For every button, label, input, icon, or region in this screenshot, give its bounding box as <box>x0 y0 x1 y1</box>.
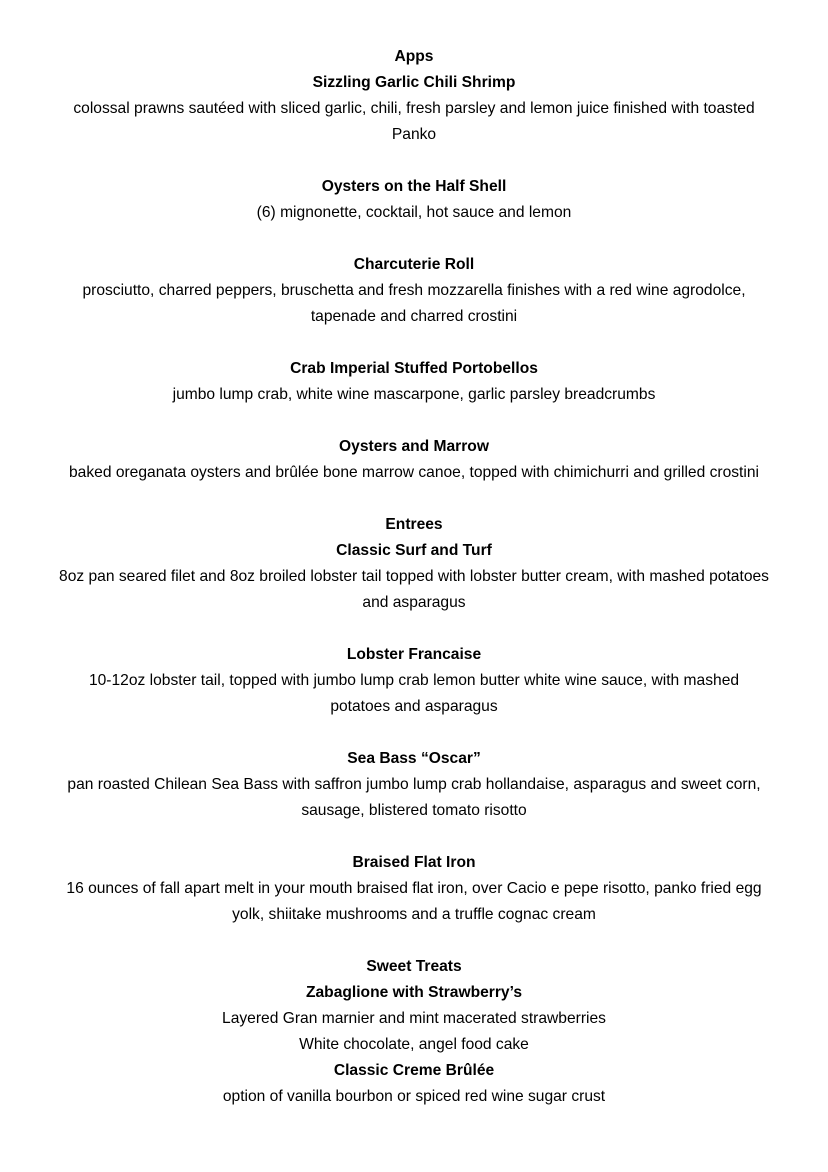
item-name: Braised Flat Iron <box>352 854 476 871</box>
item-description <box>34 772 794 824</box>
section-sweet-treats <box>0 954 828 1110</box>
section-apps <box>0 44 828 486</box>
item-name: Classic Surf and Turf <box>336 542 492 559</box>
item-description-line: 10-12oz lobster tail, topped with jumbo lump crab lemon butter white wine sauce, with mashed <box>88 672 740 689</box>
item-name: Lobster Francaise <box>346 646 482 663</box>
item-description <box>34 96 794 148</box>
item-description <box>34 668 794 720</box>
item-description-line: pan roasted Chilean Sea Bass with saffron jumbo lump crab hollandaise, asparagus and sweet corn, <box>67 776 761 793</box>
menu-item-braised-flat-iron <box>0 850 828 928</box>
item-description-line: yolk, shiitake mushrooms and a truffle cognac cream <box>232 906 596 923</box>
menu-item-classic-surf-and-turf <box>0 538 828 616</box>
item-description <box>34 278 794 330</box>
item-description-line: 8oz pan seared filet and 8oz broiled lobster tail topped with lobster butter cream, with mashed potatoes <box>59 568 769 585</box>
item-name: Sea Bass “Oscar” <box>347 750 481 767</box>
menu-item-lobster-francaise <box>0 642 828 720</box>
item-description-line: tapenade and charred crostini <box>310 308 518 325</box>
item-description <box>34 382 794 408</box>
item-description <box>34 1006 794 1058</box>
menu-item-sizzling-garlic-chili-shrimp <box>0 70 828 148</box>
section-title-sweet-treats: Sweet Treats <box>366 958 462 975</box>
item-description <box>19 876 809 928</box>
item-description-line: 16 ounces of fall apart melt in your mouth braised flat iron, over Cacio e pepe risotto, panko fried egg <box>66 880 762 897</box>
item-description <box>34 1084 794 1110</box>
item-name: Charcuterie Roll <box>353 256 475 273</box>
section-entrees <box>0 512 828 928</box>
menu-item-charcuterie-roll <box>0 252 828 330</box>
menu-item-sea-bass-oscar <box>0 746 828 824</box>
item-description-line: White chocolate, angel food cake <box>299 1036 529 1053</box>
item-description <box>19 460 809 486</box>
item-description-line: Panko <box>391 126 437 143</box>
item-description <box>34 200 794 226</box>
item-description-line: Layered Gran marnier and mint macerated strawberries <box>222 1010 606 1027</box>
item-description <box>19 564 809 616</box>
menu-item-oysters-half-shell <box>0 174 828 226</box>
section-title-apps: Apps <box>394 48 434 65</box>
item-name: Crab Imperial Stuffed Portobellos <box>290 360 538 377</box>
item-description-line: prosciutto, charred peppers, bruschetta and fresh mozzarella finishes with a red wine agrodolce, <box>82 282 746 299</box>
item-description-line: sausage, blistered tomato risotto <box>301 802 527 819</box>
item-name: Sizzling Garlic Chili Shrimp <box>312 74 516 91</box>
item-name: Oysters and Marrow <box>339 438 489 455</box>
menu-item-oysters-and-marrow <box>0 434 828 486</box>
item-description-line: colossal prawns sautéed with sliced garlic, chili, fresh parsley and lemon juice finished with toasted <box>73 100 755 117</box>
item-name: Zabaglione with Strawberry’s <box>305 984 523 1001</box>
item-description-line: jumbo lump crab, white wine mascarpone, garlic parsley breadcrumbs <box>172 386 656 403</box>
item-name: Oysters on the Half Shell <box>321 178 507 195</box>
item-description-line: baked oreganata oysters and brûlée bone marrow canoe, topped with chimichurri and grilled crostini <box>69 464 759 481</box>
item-description-line: and asparagus <box>362 594 466 611</box>
item-description-line: option of vanilla bourbon or spiced red wine sugar crust <box>222 1088 606 1105</box>
menu-item-zabaglione <box>0 980 828 1058</box>
menu-item-crab-imperial-stuffed-portobellos <box>0 356 828 408</box>
section-title-entrees: Entrees <box>385 516 443 533</box>
item-description-line: potatoes and asparagus <box>330 698 498 715</box>
item-name: Classic Creme Brûlée <box>333 1062 495 1079</box>
menu-item-classic-creme-brulee <box>0 1058 828 1110</box>
item-description-line: (6) mignonette, cocktail, hot sauce and lemon <box>256 204 572 221</box>
